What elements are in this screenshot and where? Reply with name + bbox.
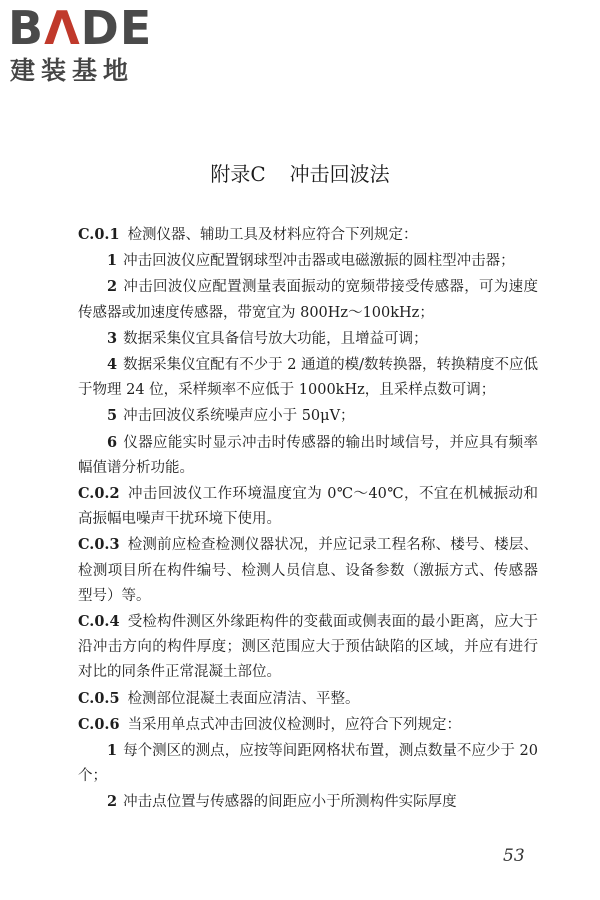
clause-text: 冲击回波仪工作环境温度宜为 0℃～40℃，不宜在机械振动和高振幅电噪声干扰环境下使用。 xyxy=(78,486,538,528)
clause-c01-item-3 xyxy=(78,326,538,352)
brand-logo-letter-b: B xyxy=(8,1,45,55)
page-number: 53 xyxy=(503,846,525,866)
clause-number: C.0.3 xyxy=(78,536,120,554)
item-text: 冲击点位置与传感器的间距应小于所测构件实际厚度 xyxy=(123,794,457,811)
clause-number: C.0.6 xyxy=(78,715,120,733)
page-title xyxy=(0,160,600,188)
clause-c01-item-4 xyxy=(78,352,538,403)
item-number: 1 xyxy=(107,252,118,270)
clause-text: 受检构件测区外缘距构件的变截面或侧表面的最小距离，应大于沿冲击方向的构件厚度；测区范围应大于预估缺陷的区域，并应有进行对比的同条件正常混凝土部位。 xyxy=(78,614,538,681)
item-text: 冲击回波仪系统噪声应小于 50μV； xyxy=(123,408,355,425)
clause-c03 xyxy=(78,532,538,609)
clause-c06-item-1 xyxy=(78,738,538,789)
item-number: 1 xyxy=(107,742,118,760)
item-text: 每个测区的测点，应按等间距网格状布置，测点数量不应少于 20 个； xyxy=(78,743,538,785)
brand-logo-letter-a: Λ xyxy=(44,1,81,55)
clause-c01-item-6 xyxy=(78,430,538,481)
clause-c04 xyxy=(78,609,538,686)
appendix-name: 冲击回波法 xyxy=(289,162,390,186)
clause-c01 xyxy=(78,222,538,248)
clause-c02 xyxy=(78,481,538,532)
clause-c01-item-2 xyxy=(78,274,538,325)
clause-c05 xyxy=(78,686,538,712)
item-number: 4 xyxy=(107,356,118,374)
document-body xyxy=(78,222,538,816)
item-number: 2 xyxy=(107,793,118,811)
item-text: 仪器应能实时显示冲击时传感器的输出时域信号，并应具有频率幅值谱分析功能。 xyxy=(78,434,538,476)
clause-c06-item-2 xyxy=(78,789,538,815)
brand-logo-letters-de: DE xyxy=(80,1,153,55)
brand-logo xyxy=(8,2,178,92)
brand-logo-subtitle: 建装基地 xyxy=(10,56,135,85)
clause-number: C.0.5 xyxy=(78,689,120,707)
item-text: 冲击回波仪应配置钢球型冲击器或电磁激振的圆柱型冲击器； xyxy=(123,253,515,270)
clause-number: C.0.4 xyxy=(78,613,120,631)
item-text: 数据采集仪宜配有不少于 2 通道的模/数转换器，转换精度不应低于物理 24 位，采样频率不应低于 1000kHz，且采样点数可调； xyxy=(78,357,538,399)
clause-text: 检测部位混凝土表面应清洁、平整。 xyxy=(127,690,360,707)
clause-text: 当采用单点式冲击回波仪检测时，应符合下列规定： xyxy=(127,716,462,733)
item-text: 数据采集仪宜具备信号放大功能，且增益可调； xyxy=(123,330,428,347)
clause-text: 检测前应检查检测仪器状况，并应记录工程名称、楼号、楼层、检测项目所在构件编号、检测人员信息、设备参数（激振方式、传感器型号）等。 xyxy=(78,537,538,604)
clause-c06 xyxy=(78,712,538,738)
item-number: 3 xyxy=(107,329,118,347)
clause-c01-item-1 xyxy=(78,248,538,274)
item-text: 冲击回波仪应配置测量表面振动的宽频带接受传感器，可为速度传感器或加速度传感器，带宽宜为 800Hz～100kHz； xyxy=(78,279,538,321)
appendix-label: 附录C xyxy=(210,162,266,186)
clause-number: C.0.1 xyxy=(78,226,120,243)
clause-c01-item-5 xyxy=(78,403,538,429)
brand-logo-wordmark xyxy=(8,2,152,54)
clause-text: 检测仪器、辅助工具及材料应符合下列规定： xyxy=(127,227,418,243)
item-number: 5 xyxy=(107,407,118,425)
item-number: 6 xyxy=(107,433,118,451)
clause-number: C.0.2 xyxy=(78,485,120,503)
item-number: 2 xyxy=(107,278,118,296)
